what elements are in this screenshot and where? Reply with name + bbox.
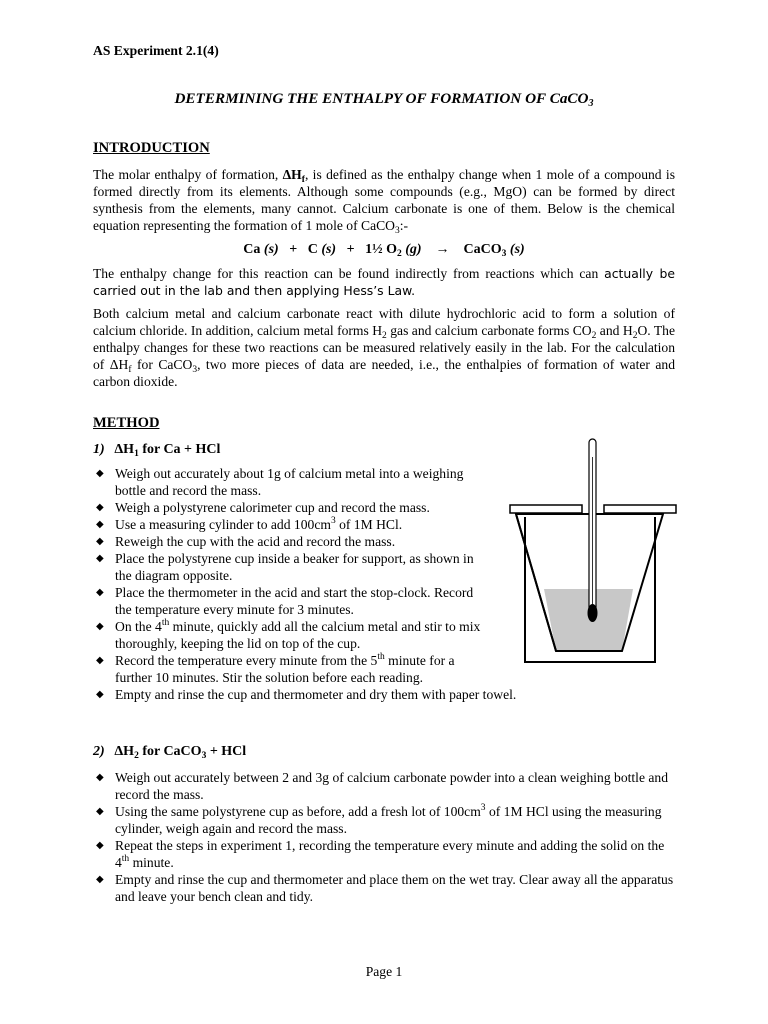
list-item: ◆ Empty and rinse the cup and thermometer and dry them with paper towel.	[96, 687, 517, 702]
page-number: Page 1	[365, 964, 403, 979]
list-item: ◆ Using the same polystyrene cup as before, add a fresh lot of $100cm^3$ of 1M HCl using the measuring cylinder, weigh again and record the mass.	[96, 803, 662, 836]
list-item: ◆ Place the thermometer in the acid and start the stop-clock. Record the temperature every minute for 3 minutes.	[96, 585, 474, 617]
list-item: ◆ Weigh a polystyrene calorimeter cup and record the mass.	[96, 500, 430, 515]
intro-paragraph-1: The molar enthalpy of formation, $\Delta H_f$, is defined as the enthalpy change when 1 mole of a compound is formed directly from its elements. Although some compounds (e.g., MgO) can be formed by direct synthesis from the elements, many cannot. Calcium carbonate is one of them. Below is the chemical equation representing the formation of 1 mole of CaCO$_3$:-	[93, 167, 675, 236]
method-heading: METHOD	[93, 415, 160, 431]
intro-paragraph-3: Both calcium metal and calcium carbonate react with dilute hydrochloric acid to form a solution of calcium chloride. In addition, calcium metal forms $H_2$ gas and calcium carbonate forms $CO_2$ and $H_2O$. The enthalpy changes for these two reactions can be measured relatively easily in the lab. For the calculation of $\Delta H_f$ for CaCO$_3$, two more pieces of data are needed, i.e., the enthalpies of formation of water and carbon dioxide.	[93, 306, 676, 389]
calorimeter-diagram	[505, 437, 685, 687]
list-item: ◆ Place the polystyrene cup inside a beaker for support, as shown in the diagram opposite.	[96, 551, 474, 583]
list-item: ◆ Weigh out accurately about 1g of calcium metal into a weighing bottle and record the mass.	[96, 466, 464, 498]
list-item: ◆ Reweigh the cup with the acid and record the mass.	[96, 534, 396, 549]
list-item: ◆ Weigh out accurately between 2 and 3g of calcium carbonate powder into a clean weighing bottle and record the mass.	[96, 770, 669, 802]
thermometer-bulb	[588, 604, 598, 622]
lid-left	[510, 505, 582, 513]
part-1-heading: 1) $\Delta H_1$ for Ca + HCl	[93, 442, 221, 459]
list-item: ◆ Use a measuring cylinder to add $100cm^3$ of 1M HCl.	[96, 516, 403, 532]
part-2-heading: 2) $\Delta H_2$ for CaCO$_3$ + HCl	[93, 744, 247, 761]
reaction-arrow: →	[435, 242, 450, 257]
introduction-heading: INTRODUCTION	[93, 140, 210, 156]
page-title: DETERMINING THE ENTHALPY OF FORMATION OF CaCO$_3$	[174, 90, 594, 109]
list-item: ◆ On the 4th minute, quickly add all the calcium metal and stir to mix thoroughly, keeping the lid on top of the cup.	[96, 618, 481, 651]
part-2-steps	[93, 769, 675, 905]
list-item: ◆ Empty and rinse the cup and thermometer and place them on the wet tray. Clear away all the apparatus and leave your bench clean and tidy.	[96, 872, 674, 904]
intro-paragraph-2: The enthalpy change for this reaction can be found indirectly from reactions which can actually be carried out in the lab and then applying Hess’s Law.	[93, 266, 675, 298]
lid-right	[604, 505, 676, 513]
formation-equation: Ca (s) + C (s) + 1½ $O_2$ (g) → CaCO$_3$ (s)	[243, 242, 525, 259]
part-1-steps	[93, 465, 517, 703]
list-item: ◆ Record the temperature every minute from the 5th minute for a further 10 minutes. Stir the solution before each reading.	[96, 652, 455, 685]
list-item: ◆ Repeat the steps in experiment 1, recording the temperature every minute and adding the solid on the 4th minute.	[96, 838, 665, 870]
experiment-header: AS Experiment 2.1(4)	[93, 43, 219, 58]
